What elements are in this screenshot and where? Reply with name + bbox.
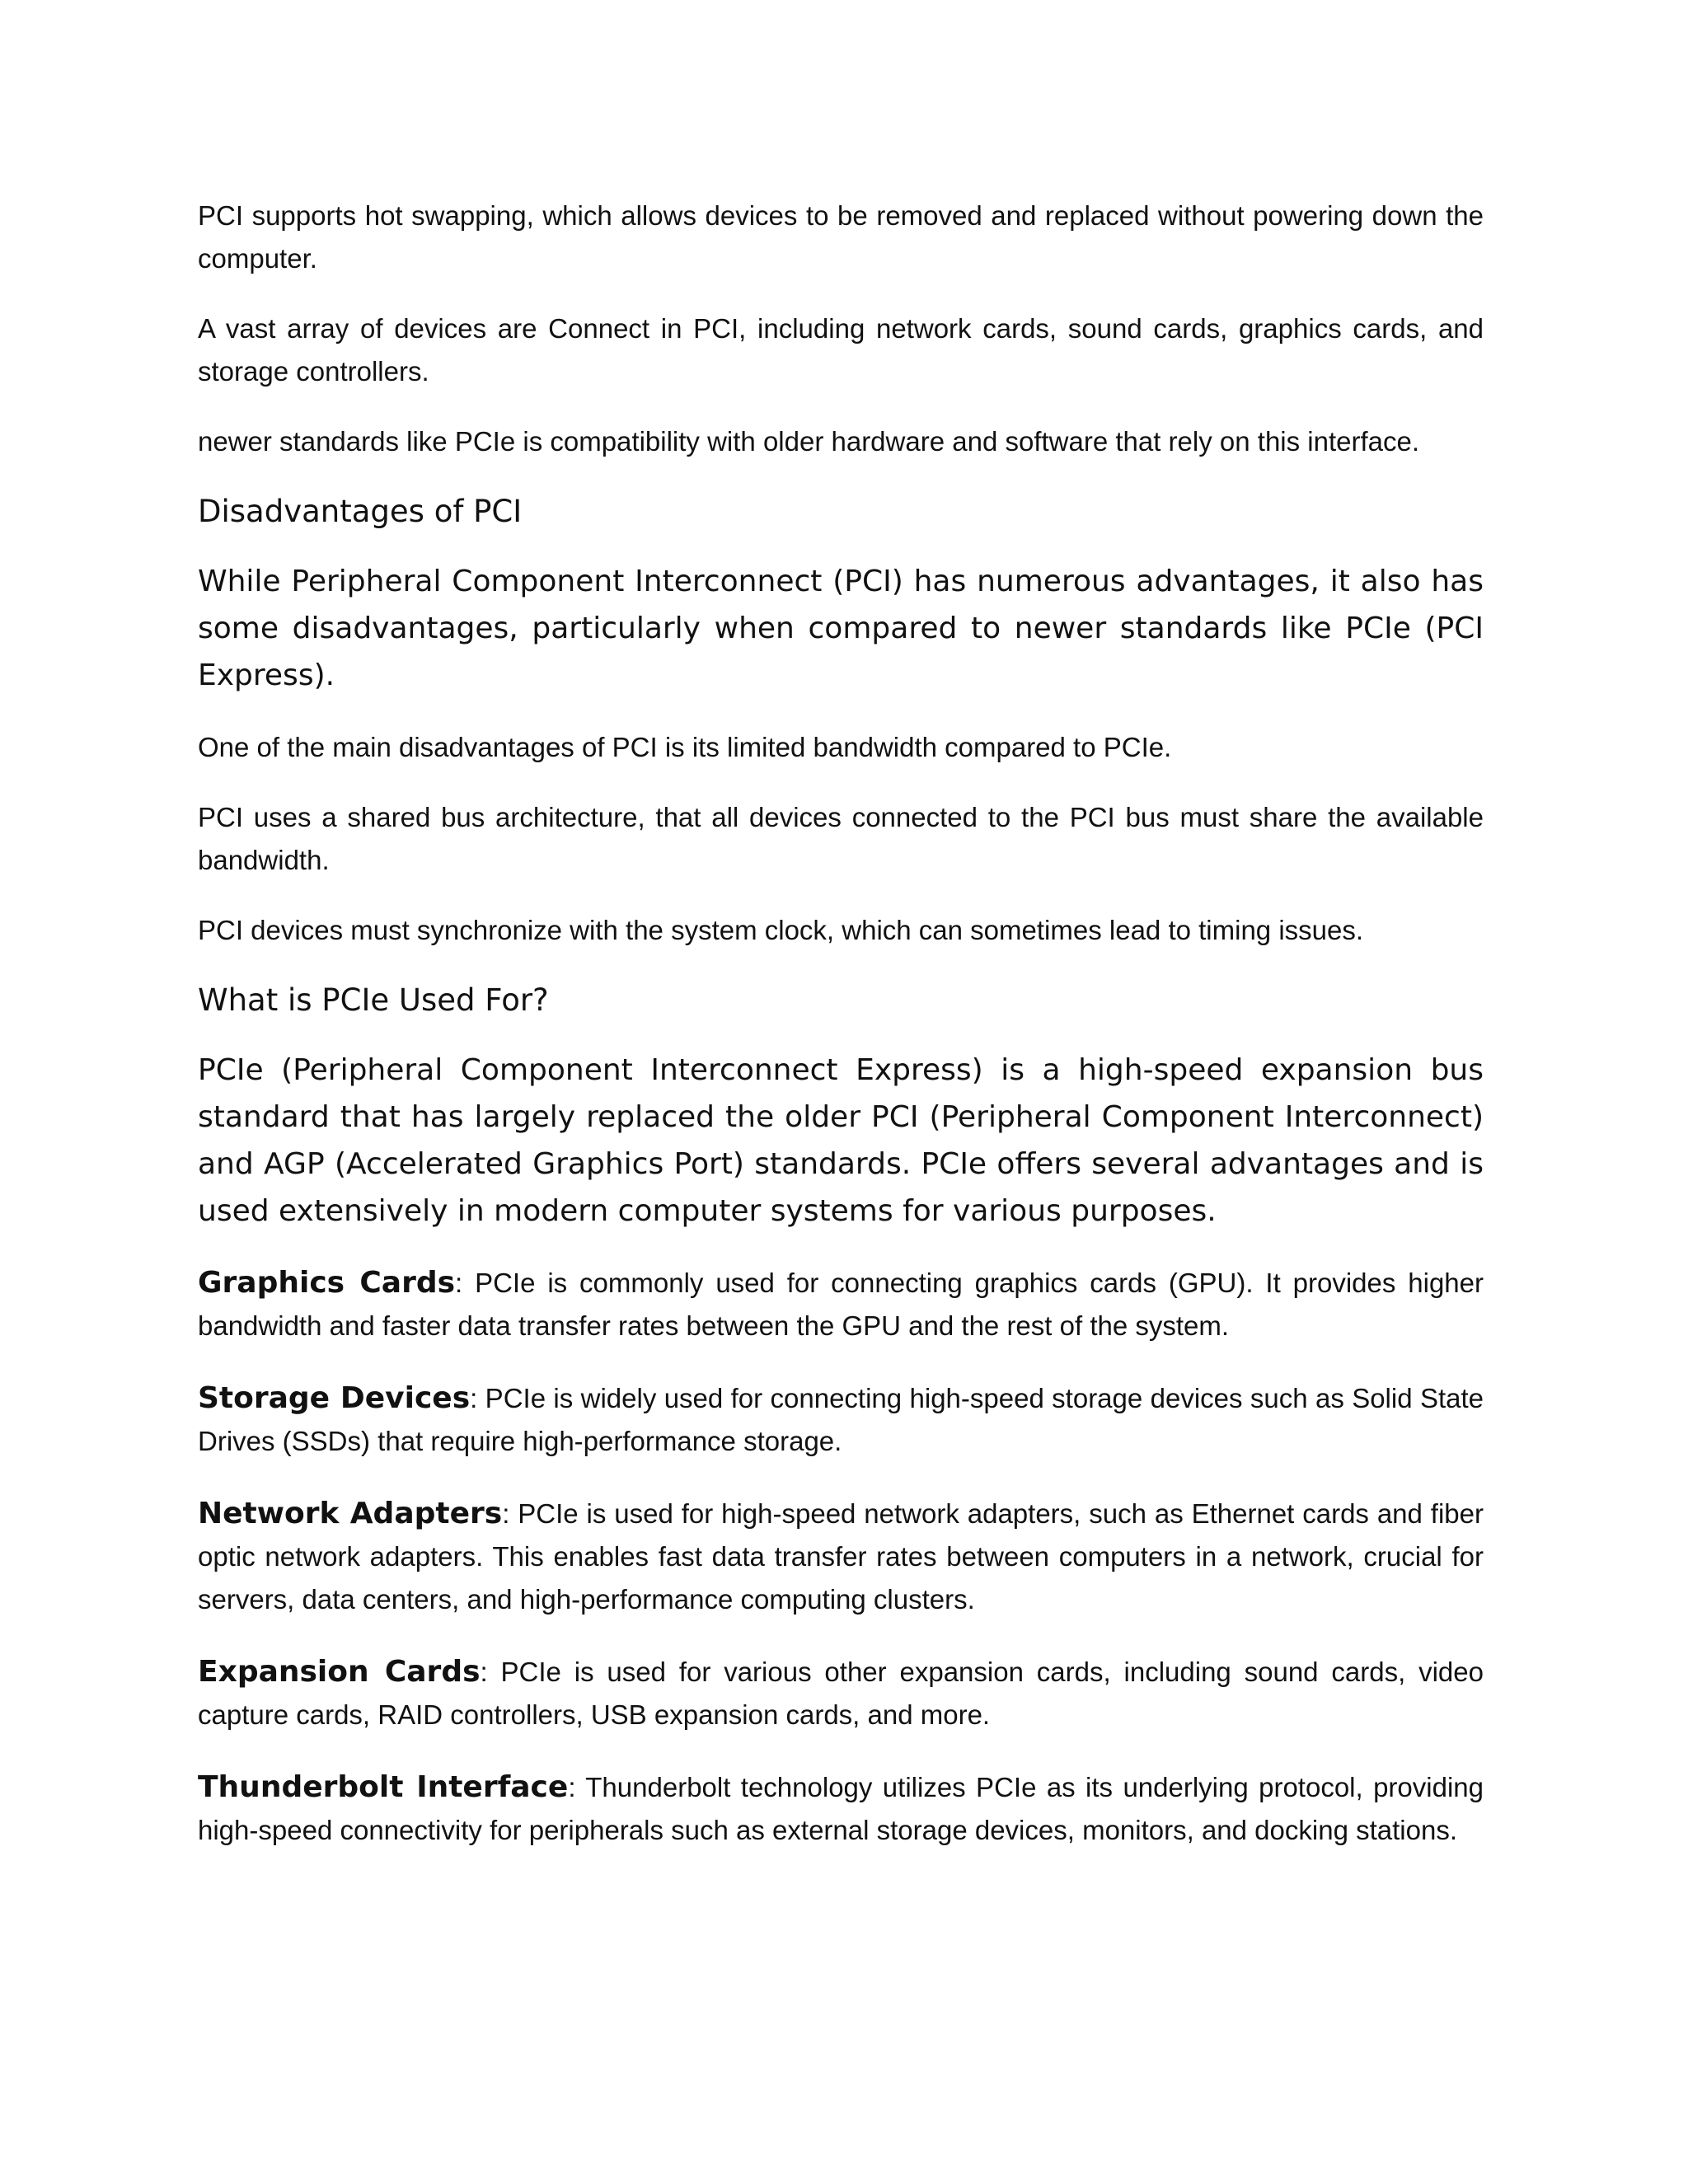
use-item-network-adapters	[198, 1493, 1484, 1621]
use-description: : PCIe is used for various other expansion cards, including sound cards, video capture cards, RAID controllers, USB expansion cards, and more.	[198, 1657, 1484, 1730]
paragraph-disadvantages-intro: While Peripheral Component Interconnect (PCI) has numerous advantages, it also has some disadvantages, particularly when compared to newer standards like PCIe (PCI Express).	[198, 565, 1484, 692]
use-term: Network Adapters	[198, 1497, 503, 1530]
use-term: Expansion Cards	[198, 1655, 481, 1689]
use-term: Thunderbolt Interface	[198, 1770, 569, 1804]
paragraph-shared-bus: PCI uses a shared bus architecture, that all devices connected to the PCI bus must share the available bandwidth.	[198, 802, 1484, 875]
use-description: : PCIe is commonly used for connecting graphics cards (GPU). It provides higher bandwidth and faster data transfer rates between the GPU and the rest of the system.	[198, 1268, 1484, 1341]
use-item-expansion-cards	[198, 1651, 1484, 1736]
use-item-graphics-cards	[198, 1262, 1484, 1347]
heading-pcie-uses: What is PCIe Used For?	[198, 982, 549, 1018]
heading-disadvantages: Disadvantages of PCI	[198, 494, 523, 529]
paragraph-hot-swapping: PCI supports hot swapping, which allows devices to be removed and replaced without powering down the computer.	[198, 200, 1484, 274]
paragraph-device-array: A vast array of devices are Connect in PCI, including network cards, sound cards, graphics cards, and storage controllers.	[198, 313, 1484, 387]
use-description: : PCIe is used for high-speed network adapters, such as Ethernet cards and fiber optic network adapters. This enables fast data transfer rates between computers in a network, crucial for servers, data centers, and high-performance computing clusters.	[198, 1498, 1484, 1615]
use-term: Graphics Cards	[198, 1266, 456, 1300]
use-item-storage-devices	[198, 1377, 1484, 1463]
paragraph-limited-bandwidth: One of the main disadvantages of PCI is its limited bandwidth compared to PCIe.	[198, 732, 1172, 762]
document-page	[198, 194, 1484, 1882]
paragraph-pcie-intro: PCIe (Peripheral Component Interconnect Express) is a high-speed expansion bus standard that has largely replaced the older PCI (Peripheral Component Interconnect) and AGP (Accelerated Graphics Port) standards. PCIe offers several advantages and is used extensively in modern computer systems for various purposes.	[198, 1053, 1484, 1228]
use-description: : Thunderbolt technology utilizes PCIe as its underlying protocol, providing high-speed connectivity for peripherals such as external storage devices, monitors, and docking stations.	[198, 1772, 1484, 1845]
paragraph-compatibility: newer standards like PCIe is compatibility with older hardware and software that rely on this interface.	[198, 426, 1420, 457]
use-description: : PCIe is widely used for connecting high-speed storage devices such as Solid State Drives (SSDs) that require high-performance storage.	[198, 1383, 1484, 1456]
use-term: Storage Devices	[198, 1381, 471, 1415]
paragraph-clock-sync: PCI devices must synchronize with the system clock, which can sometimes lead to timing issues.	[198, 915, 1364, 945]
use-item-thunderbolt	[198, 1766, 1484, 1852]
